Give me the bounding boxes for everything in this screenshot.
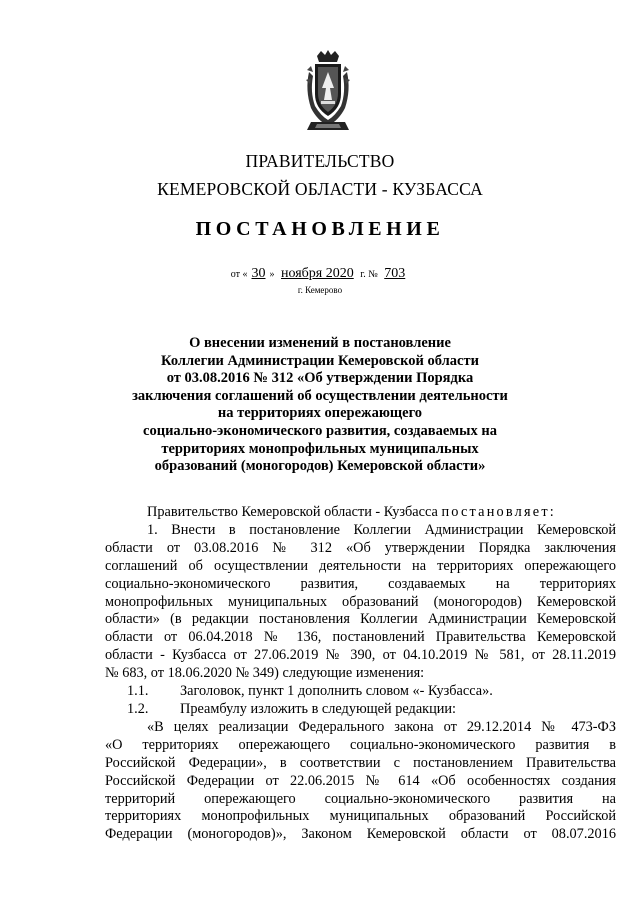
date-month-year: ноября 2020 [281, 266, 354, 281]
subparagraph-text: Заголовок, пункт 1 дополнить словом «- Кузбасса». [180, 683, 493, 700]
subparagraph-1-2 [105, 701, 616, 719]
government-name-line1: ПРАВИТЕЛЬСТВО [245, 151, 395, 171]
date-mid: » [269, 269, 275, 280]
quote-paragraph-line: территорий опережающего социально-экономического развития на [105, 790, 616, 807]
title-line: образований (моногородов) Кемеровской области» [154, 458, 486, 475]
title-line: О внесении изменений в постановление [189, 335, 451, 351]
subparagraph-1-1 [105, 683, 616, 701]
year-number-label: г. № [360, 269, 378, 280]
date-day: 30 [251, 266, 266, 281]
quote-paragraph-line: Федерации (моногородов)», Законом Кемеровской области от 08.07.2016 [105, 826, 616, 843]
title-line: на территориях опережающего [217, 405, 423, 422]
document-type-heading: ПОСТАНОВЛЕНИЕ [195, 218, 445, 240]
paragraph-1-line: монопрофильных муниципальных образований (моногородов) Кемеровской [105, 593, 616, 610]
city-name: г. Кемерово [297, 285, 343, 295]
subparagraph-text: Преамбулу изложить в следующей редакции: [180, 700, 457, 717]
paragraph-1-line: области» (в редакции постановления Коллегии Администрации Кемеровской [105, 611, 616, 628]
paragraph-1-line: № 683, от 18.06.2020 № 349) следующие изменения: [105, 665, 425, 682]
subparagraph-number: 1.2. [127, 700, 149, 717]
quote-paragraph-line: Российской Федерации», в соответствии с постановлением Правительства [105, 754, 616, 771]
quote-paragraph-line: Российской Федерации от 22.06.2015 № 614 «Об особенностях создания [105, 772, 616, 789]
government-name-line2: КЕМЕРОВСКОЙ ОБЛАСТИ - КУЗБАССА [157, 179, 483, 199]
title-line: социально-экономического развития, создаваемых на [143, 422, 497, 439]
paragraph-1-line: 1. Внести в постановление Коллегии Администрации Кемеровской [147, 521, 616, 538]
paragraph-1-line: области от 06.04.2018 № 136, постановлений Правительства Кемеровской [105, 629, 616, 646]
intro-text: Правительство Кемеровской области - Кузбасса [147, 504, 438, 520]
paragraph-1-line: социально-экономического развития, создаваемых на территориях [105, 575, 616, 592]
title-line: территориях монопрофильных муниципальных [161, 440, 479, 457]
document-number: 703 [384, 266, 406, 281]
document-title [100, 335, 540, 476]
quote-paragraph-line: «В целях реализации Федерального закона от 29.12.2014 № 473-ФЗ [147, 718, 616, 735]
title-line: от 03.08.2016 № 312 «Об утверждении Порядка [166, 370, 474, 387]
title-line: заключения соглашений об осуществлении деятельности [132, 387, 508, 404]
document-body [105, 504, 616, 844]
subparagraph-number: 1.1. [127, 683, 149, 700]
paragraph-1-line: области от 03.08.2016 № 312 «Об утверждении Порядка заключения [105, 539, 616, 556]
date-prefix: от « [230, 269, 248, 280]
coat-of-arms-emblem [303, 50, 353, 134]
intro-spaced-word: постановляет: [441, 504, 556, 520]
paragraph-1-line: соглашений об осуществлении деятельности на территориях опережающего [105, 557, 616, 574]
intro-paragraph [105, 504, 616, 522]
document-date-line [0, 266, 640, 282]
quote-paragraph-line: территориях монопрофильных муниципальных образований Российской [105, 808, 616, 825]
quote-paragraph-line: «О территориях опережающего социально-экономического развития в [105, 736, 616, 753]
paragraph-1-line: области - Кузбасса от 27.06.2019 № 390, от 04.10.2019 № 581, от 28.11.2019 [105, 647, 616, 664]
title-line: Коллегии Администрации Кемеровской области [161, 352, 479, 369]
